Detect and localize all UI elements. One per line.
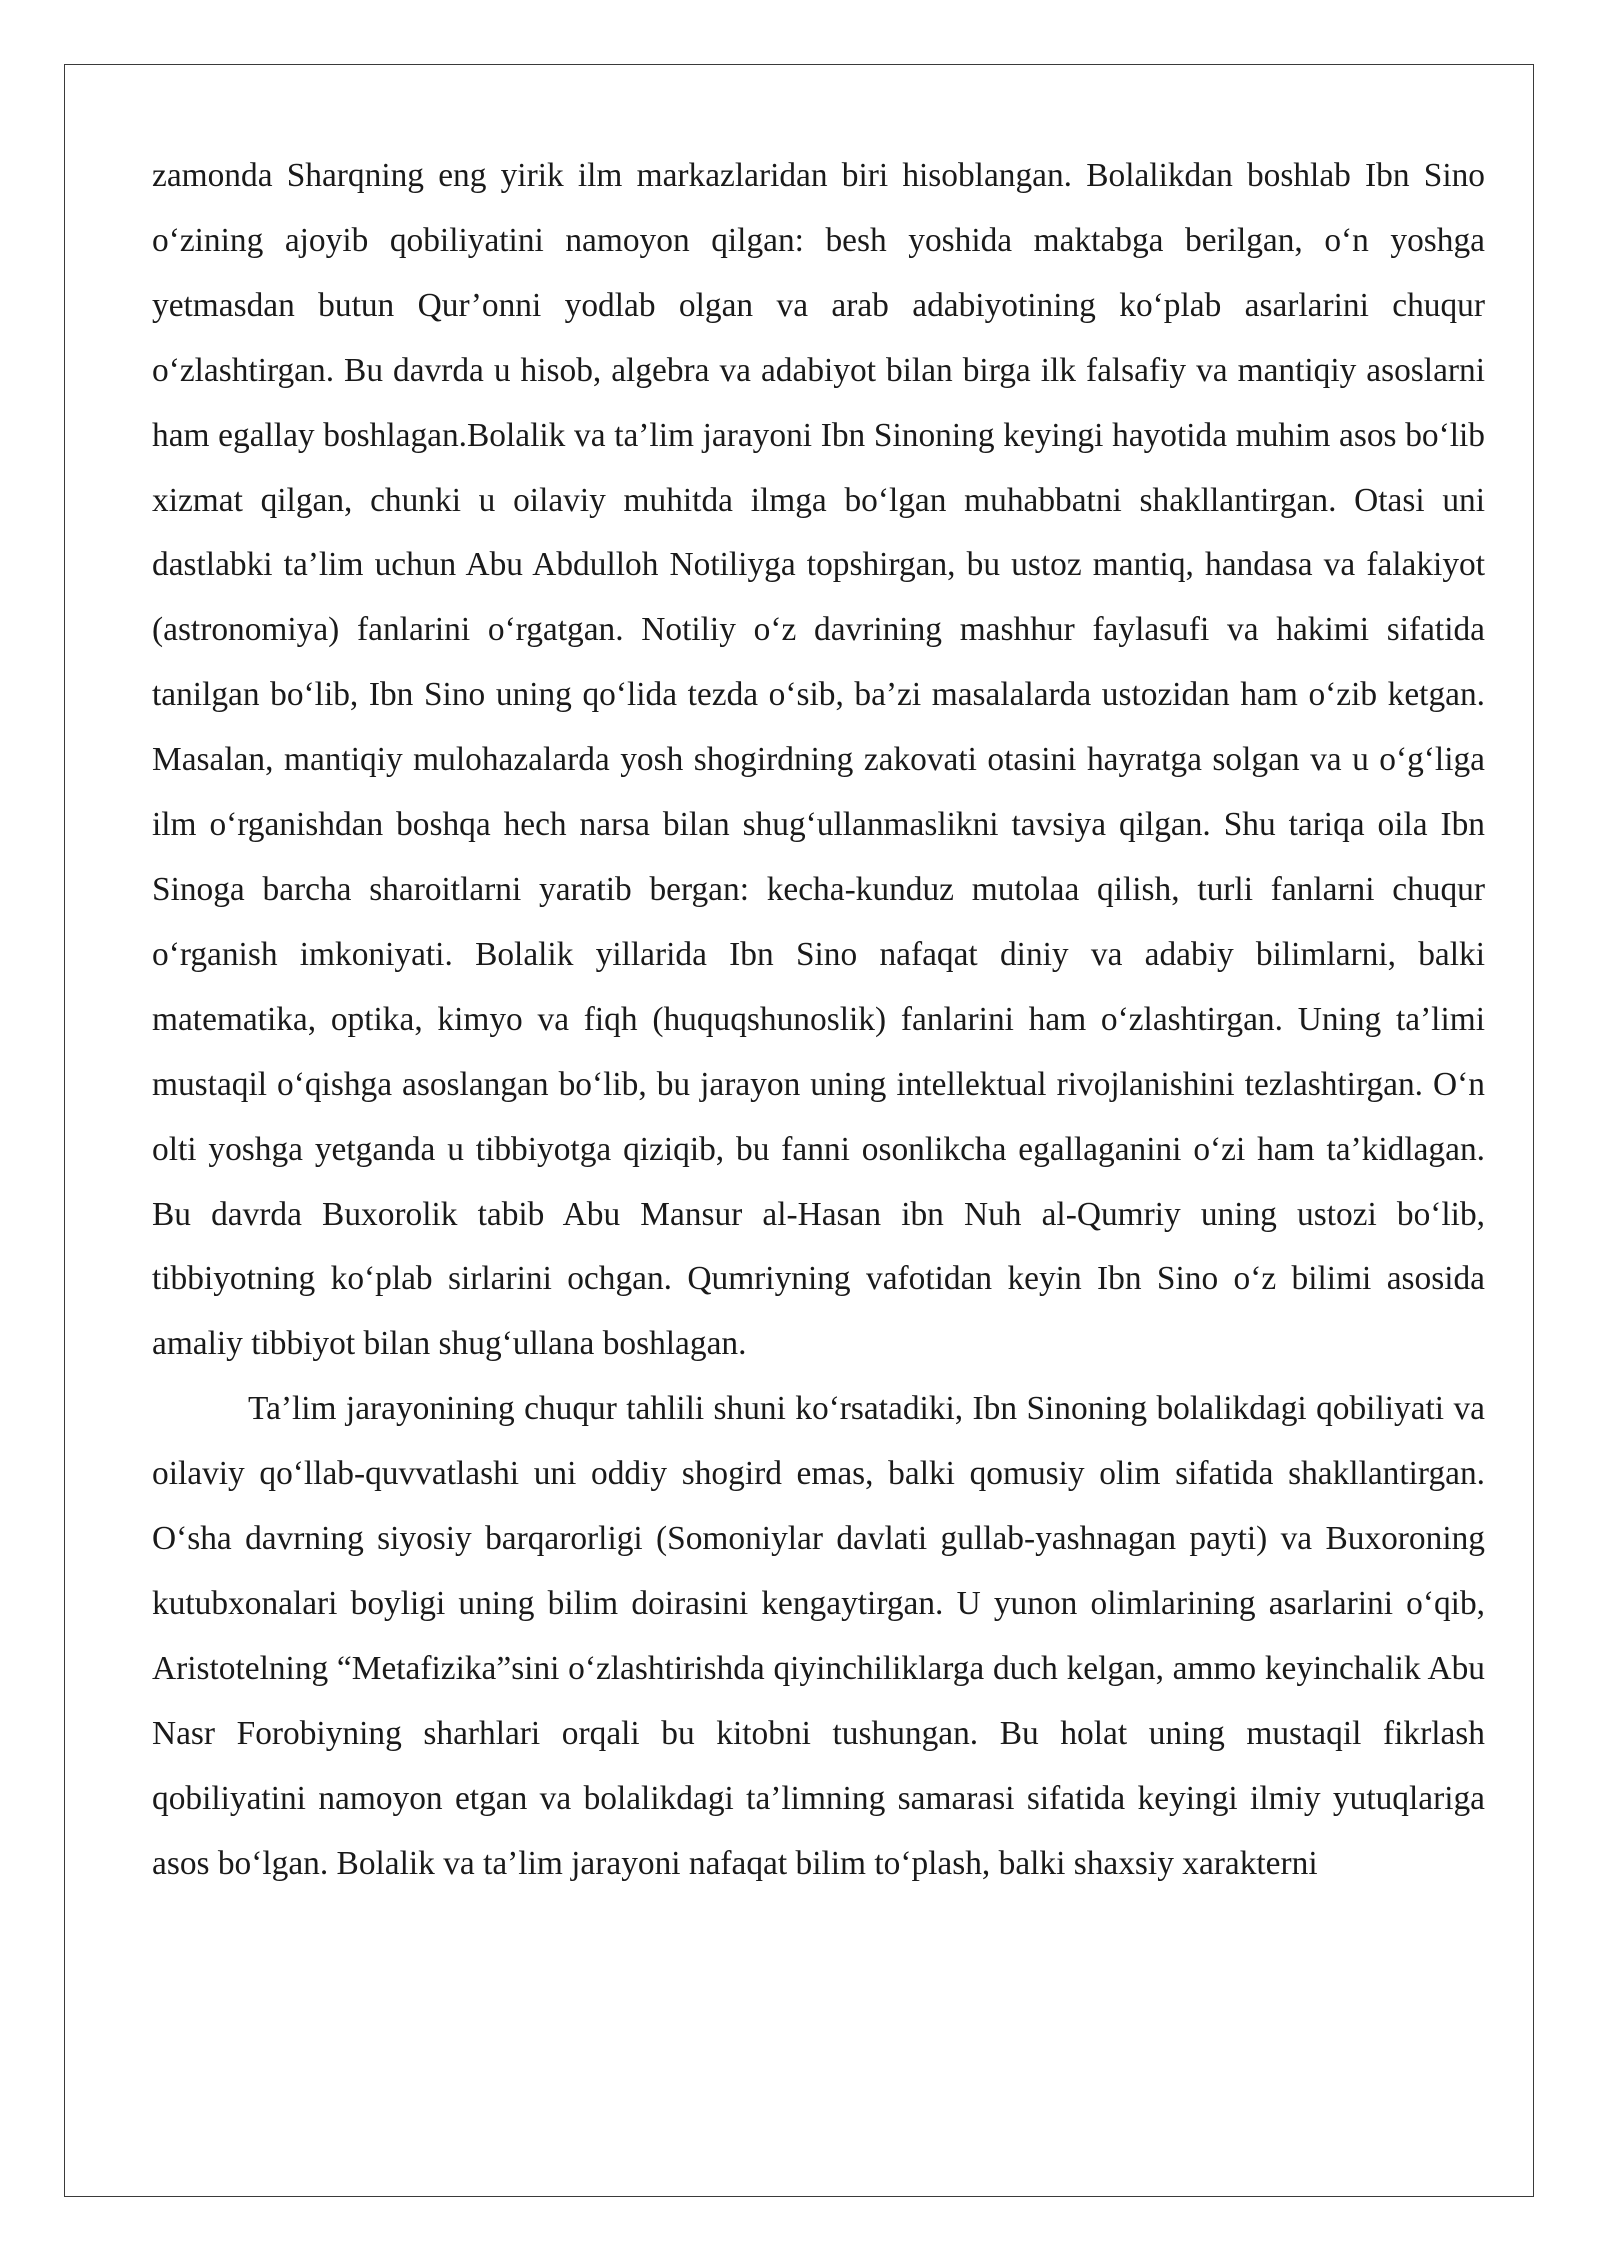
document-body	[152, 144, 1485, 1896]
body-paragraph: zamonda Sharqning eng yirik ilm markazlaridan biri hisoblangan. Bolalikdan boshlab Ibn Sino o‘zining ajoyib qobiliyatini namoyon qilgan: besh yoshida maktabga berilgan, o‘n yoshga yetmasdan butun Qur’onni yodlab olgan va arab adabiyotining ko‘plab asarlarini chuqur o‘zlashtirgan. Bu davrda u hisob, algebra va adabiyot bilan birga ilk falsafiy va mantiqiy asoslarni ham egallay boshlagan.Bolalik va ta’lim jarayoni Ibn Sinoning keyingi hayotida muhim asos bo‘lib xizmat qilgan, chunki u oilaviy muhitda ilmga bo‘lgan muhabbatni shakllantirgan. Otasi uni dastlabki ta’lim uchun Abu Abdulloh Notiliyga topshirgan, bu ustoz mantiq, handasa va falakiyot (astronomiya) fanlarini o‘rgatgan. Notiliy o‘z davrining mashhur faylasufi va hakimi sifatida tanilgan bo‘lib, Ibn Sino uning qo‘lida tezda o‘sib, ba’zi masalalarda ustozidan ham o‘zib ketgan. Masalan, mantiqiy mulohazalarda yosh shogirdning zakovati otasini hayratga solgan va u o‘g‘liga ilm o‘rganishdan boshqa hech narsa bilan shug‘ullanmaslikni tavsiya qilgan. Shu tariqa oila Ibn Sinoga barcha sharoitlarni yaratib bergan: kecha-kunduz mutolaa qilish, turli fanlarni chuqur o‘rganish imkoniyati. Bolalik yillarida Ibn Sino nafaqat diniy va adabiy bilimlarni, balki matematika, optika, kimyo va fiqh (huquqshunoslik) fanlarini ham o‘zlashtirgan. Uning ta’limi mustaqil o‘qishga asoslangan bo‘lib, bu jarayon uning intellektual rivojlanishini tezlashtirgan. O‘n olti yoshga yetganda u tibbiyotga qiziqib, bu fanni osonlikcha egallaganini o‘zi ham ta’kidlagan. Bu davrda Buxorolik tabib Abu Mansur al-Hasan ibn Nuh al-Qumriy uning ustozi bo‘lib, tibbiyotning ko‘plab sirlarini ochgan. Qumriyning vafotidan keyin Ibn Sino o‘z bilimi asosida amaliy tibbiyot bilan shug‘ullana boshlagan.	[152, 157, 1485, 1363]
body-paragraph-indented: Ta’lim jarayonining chuqur tahlili shuni ko‘rsatadiki, Ibn Sinoning bolalikdagi qobiliyati va oilaviy qo‘llab-quvvatlashi uni oddiy shogird emas, balki qomusiy olim sifatida shakllantirgan. O‘sha davrning siyosiy barqarorligi (Somoniylar davlati gullab-yashnagan payti) va Buxoroning kutubxonalari boyligi uning bilim doirasini kengaytirgan. U yunon olimlarining asarlarini o‘qib, Aristotelning “Metafizika”sini o‘zlashtirishda qiyinchiliklarga duch kelgan, ammo keyinchalik Abu Nasr Forobiyning sharhlari orqali bu kitobni tushungan. Bu holat uning mustaqil fikrlash qobiliyatini namoyon etgan va bolalikdagi ta’limning samarasi sifatida keyingi ilmiy yutuqlariga asos bo‘lgan. Bolalik va ta’lim jarayoni nafaqat bilim to‘plash, balki shaxsiy xarakterni	[152, 1390, 1485, 1882]
